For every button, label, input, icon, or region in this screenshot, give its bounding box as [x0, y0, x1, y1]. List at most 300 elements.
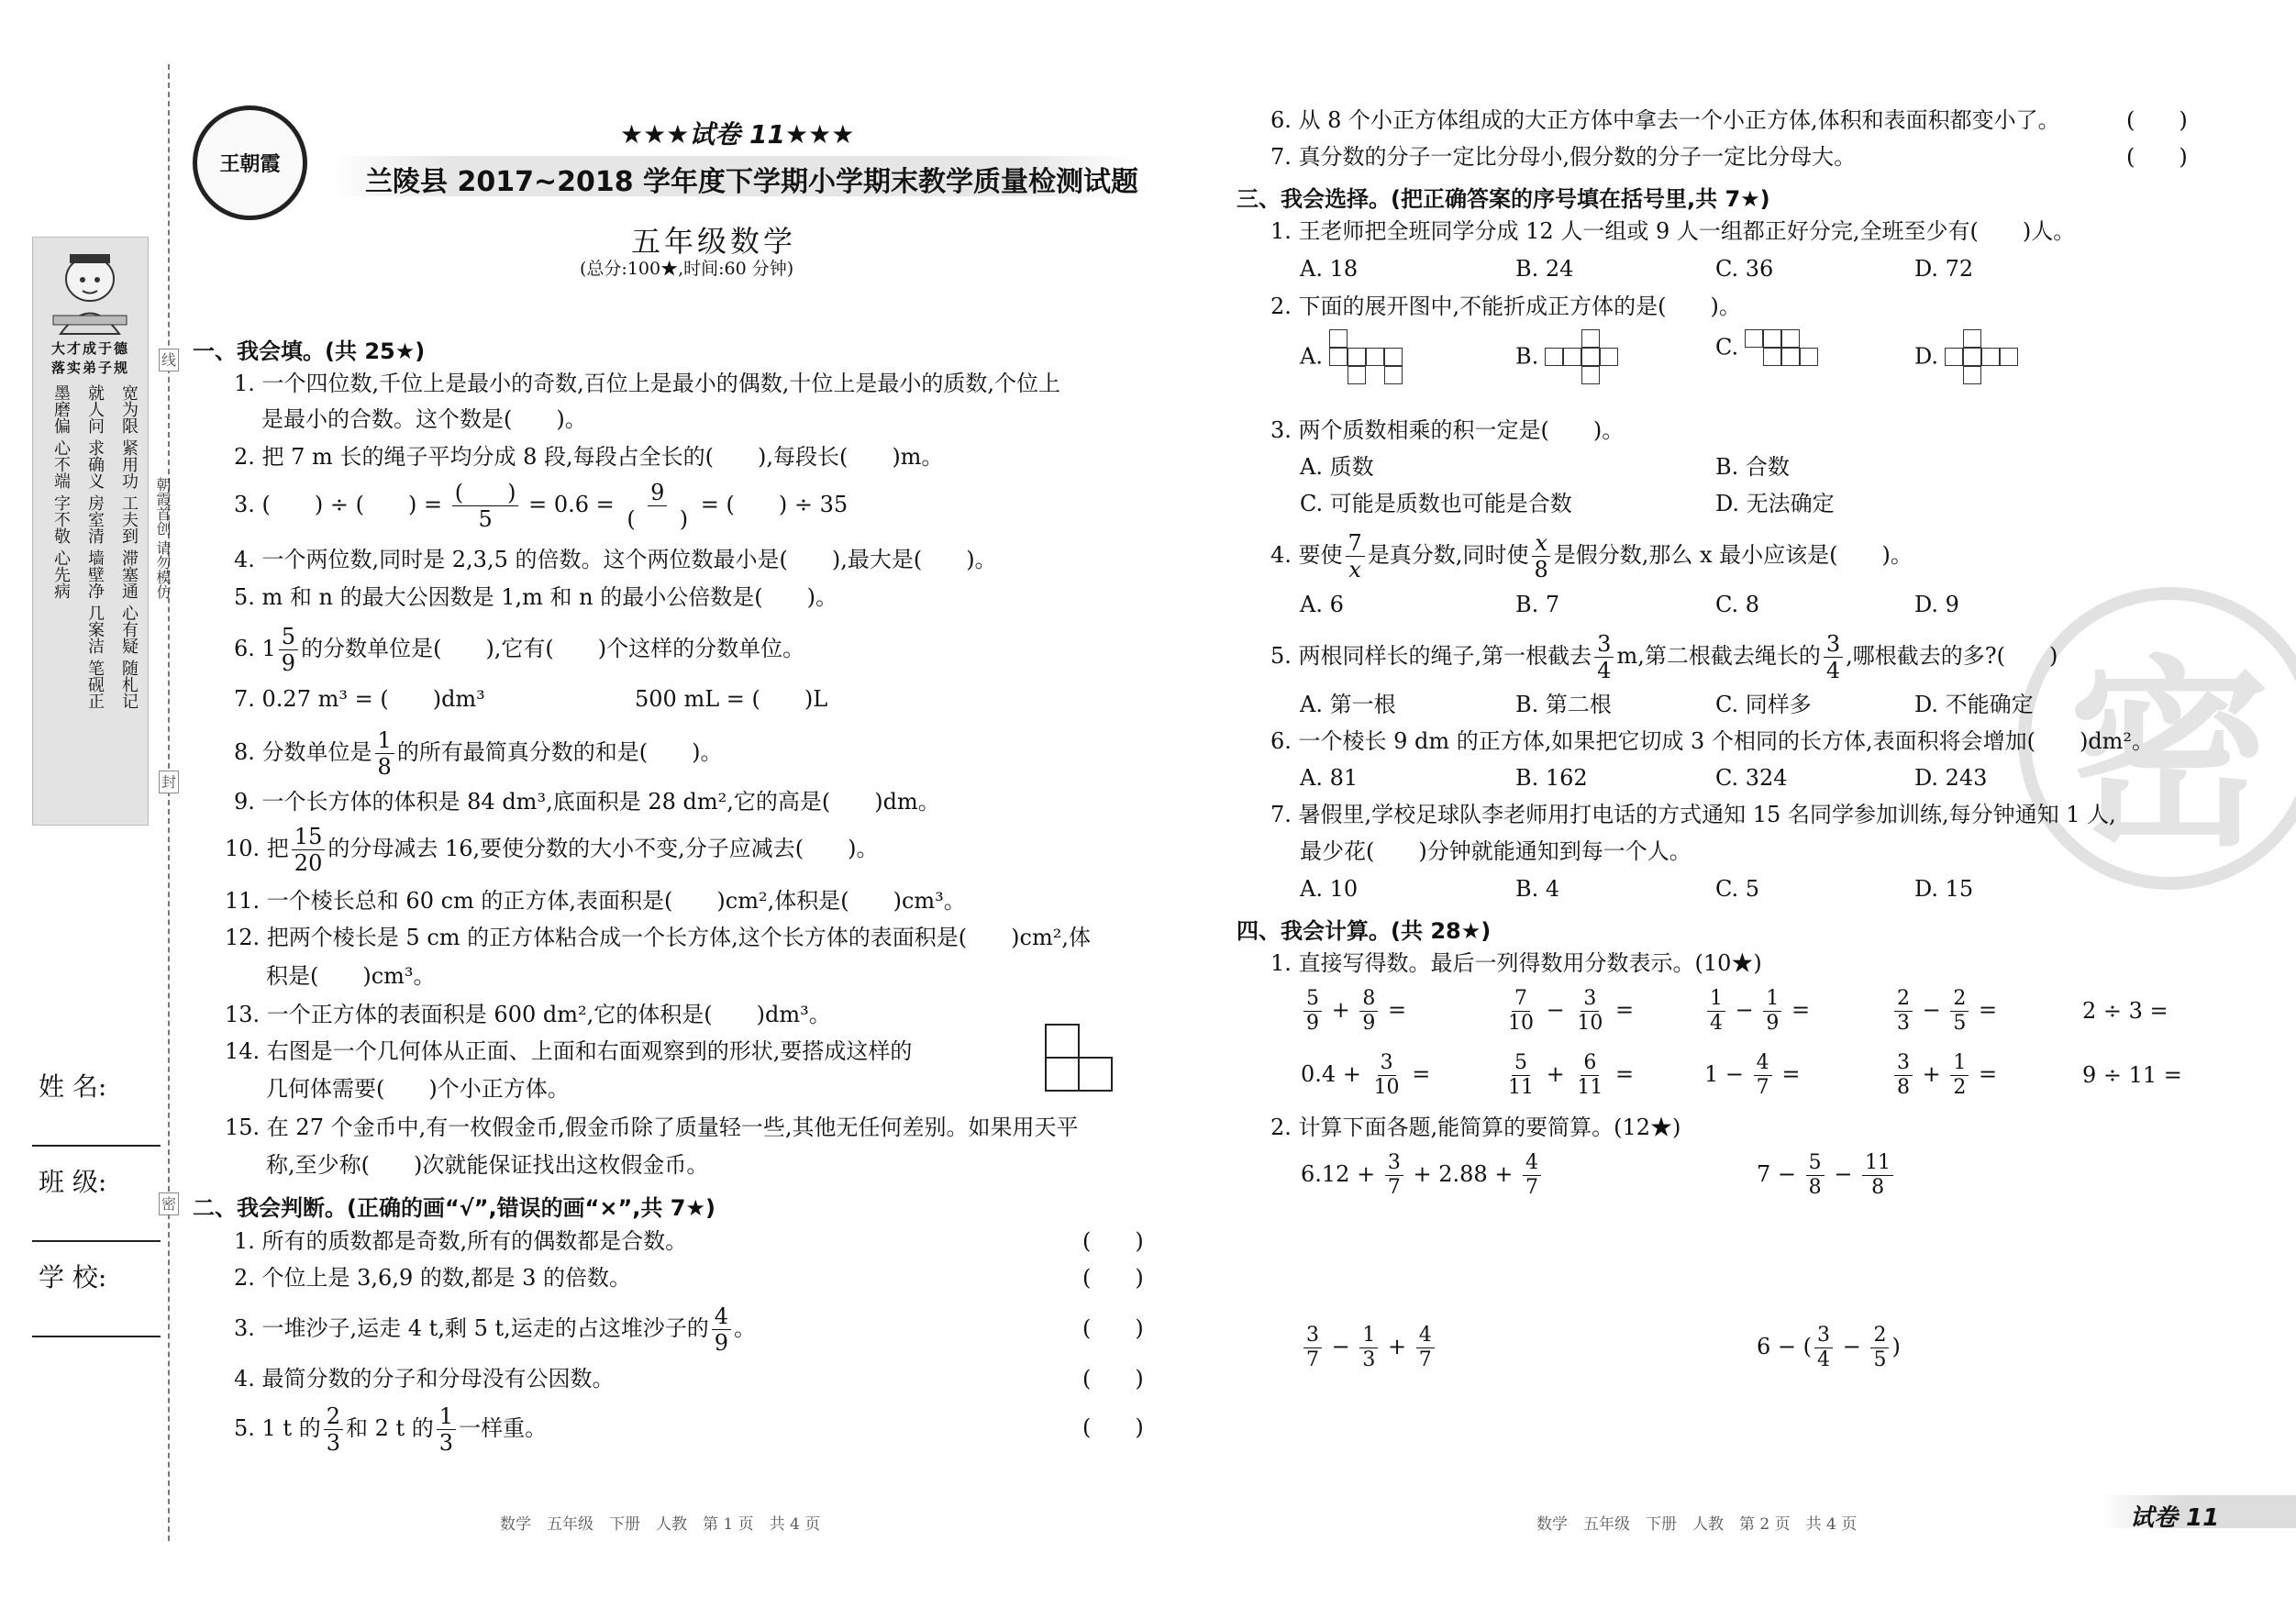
- q3-pre: 3. 一堆沙子,运走 4 t,剩 5 t,运走的占这堆沙子的: [234, 1315, 709, 1341]
- opt-label: A.: [1300, 343, 1323, 370]
- answer-paren[interactable]: ( ): [1082, 1315, 1144, 1341]
- name-label: 姓 名:: [39, 1071, 107, 1102]
- fraction: [1806, 1153, 1825, 1198]
- fraction: [1814, 1325, 1833, 1370]
- answer-paren[interactable]: ( ): [2126, 144, 2188, 170]
- section-4-heading: 四、我会计算。(共 28★): [1237, 918, 1492, 944]
- op: −: [1834, 1161, 1853, 1187]
- op: −: [1842, 1334, 1861, 1359]
- s3-q4-opt-d[interactable]: D. 9: [1914, 592, 1959, 617]
- op: =: [1979, 1061, 1998, 1087]
- class-field-line[interactable]: [32, 1240, 161, 1242]
- q5-mid: m,第二根截去绳长的: [1616, 643, 1821, 669]
- fraction: [1371, 1053, 1403, 1098]
- s3-q6-opt-b[interactable]: B. 162: [1515, 765, 1588, 791]
- exam-meta: (总分:100★,时间:60 分钟): [580, 259, 794, 279]
- s3-q7-opt-c[interactable]: C. 5: [1715, 876, 1760, 902]
- fraction: [712, 1305, 731, 1354]
- denominator: 4: [1817, 1348, 1831, 1371]
- s3-q7-line1: 7. 暑假里,学校足球队李老师用打电话的方式通知 15 名同学参加训练,每分钟通知 1 人,: [1270, 802, 2116, 827]
- denominator: 4: [1825, 658, 1841, 683]
- s3-q7-opt-d[interactable]: D. 15: [1914, 876, 1974, 902]
- s1-q2: 2. 把 7 m 长的绳子平均分成 8 段,每段占全长的( ),每段长( )m。: [234, 444, 944, 470]
- numerator: 5: [1303, 989, 1322, 1012]
- calc-r1-5: 2 ÷ 3 =: [2082, 998, 2168, 1024]
- simplify-2: [1757, 1153, 1896, 1198]
- rule-cell: 心有疑: [119, 604, 139, 654]
- rule-cell: 墙壁净: [85, 549, 105, 599]
- rules-grid: [33, 384, 148, 709]
- numerator: 6: [1581, 1053, 1599, 1076]
- section-3-heading: 三、我会选择。(把正确答案的序号填在括号里,共 7★): [1237, 186, 1770, 212]
- fraction: [624, 482, 691, 530]
- q6-post: 的分数单位是( ),它有( )个这样的分数单位。: [301, 636, 805, 661]
- opt-label: C.: [1715, 334, 1739, 360]
- rule-cell: 字不敬: [51, 494, 71, 544]
- fraction: [1505, 1053, 1536, 1098]
- op: =: [1615, 1061, 1635, 1087]
- numerator: 2: [1950, 989, 1969, 1012]
- s3-q1-opt-d[interactable]: D. 72: [1914, 256, 1974, 282]
- numerator: 3: [1814, 1325, 1833, 1348]
- s1-q1-line1: 1. 一个四位数,千位上是最小的奇数,百位上是最小的偶数,十位上是最小的质数,个位上: [234, 371, 1061, 396]
- fraction: [1894, 1053, 1913, 1098]
- numerator: 8: [1359, 989, 1378, 1012]
- motto-1: 大才成于德: [50, 340, 129, 357]
- fraction: [437, 1405, 456, 1454]
- denominator: 9: [281, 650, 296, 676]
- s3-q1: 1. 王老师把全班同学分成 12 人一组或 9 人一组都正好分完,全班至少有( )人。: [1270, 218, 2076, 244]
- s3-q1-opt-a[interactable]: A. 18: [1300, 256, 1359, 282]
- s1-q15-line1: 15. 在 27 个金币中,有一枚假金币,假金币除了质量轻一些,其他无任何差别。如果用天平: [225, 1115, 1079, 1140]
- fraction: [1574, 1053, 1605, 1098]
- numerator: x: [1532, 532, 1550, 557]
- seal-mark-3: 密: [159, 1192, 179, 1215]
- s1-q10: [225, 826, 879, 874]
- numerator: 2: [324, 1405, 343, 1430]
- s1-q14-line2: 几何体需要( )个小正方体。: [266, 1076, 570, 1102]
- fraction: [1505, 989, 1536, 1034]
- denominator: 4: [1710, 1012, 1723, 1035]
- numerator: 3: [1594, 633, 1614, 658]
- q5-post: ,哪根截去的多?( ): [1846, 643, 2058, 669]
- s3-q5-opt-c[interactable]: C. 同样多: [1715, 692, 1812, 717]
- view-diagram: [1044, 1023, 1117, 1100]
- op: +: [1546, 1061, 1565, 1087]
- op: =: [1412, 1061, 1431, 1087]
- denominator: 7: [1756, 1076, 1769, 1099]
- fraction: [1894, 989, 1913, 1034]
- s3-q1-opt-c[interactable]: C. 36: [1715, 256, 1774, 282]
- q3-mid: = 0.6 =: [528, 492, 615, 517]
- numerator: 2: [1894, 989, 1913, 1012]
- calc-r1-2: [1503, 989, 1634, 1034]
- rule-cell: 紧用功: [119, 439, 139, 489]
- numerator: 1: [1763, 989, 1781, 1012]
- operand: 2.88: [1438, 1161, 1488, 1187]
- denominator: 11: [1508, 1076, 1534, 1099]
- calc-r2-2: [1503, 1053, 1634, 1098]
- s3-q6: 6. 一个棱长 9 dm 的正方体,如果把它切成 3 个相同的长方体,表面积将会增加( )dm²。: [1270, 728, 2155, 754]
- denominator: x: [1348, 557, 1361, 582]
- publisher-logo: [193, 105, 307, 220]
- s3-q2-opt-c[interactable]: [1715, 330, 1819, 367]
- denominator: 3: [1897, 1012, 1910, 1035]
- numerator: 3: [1824, 633, 1843, 658]
- q6-pre: 6. 1: [234, 636, 276, 661]
- numerator: 4: [712, 1305, 731, 1330]
- operand: 6: [1757, 1334, 1771, 1359]
- numerator: 1: [1707, 989, 1725, 1012]
- seal-mark-2: 封: [159, 771, 179, 793]
- s3-q6-opt-d[interactable]: D. 243: [1914, 765, 1988, 791]
- s2-q5: [234, 1405, 547, 1454]
- s1-q1-line2: 是最小的合数。这个数是( )。: [261, 406, 587, 432]
- denominator: 20: [294, 850, 323, 876]
- fraction: [1523, 1153, 1541, 1198]
- s2-q2: 2. 个位上是 3,6,9 的数,都是 3 的倍数。: [234, 1265, 632, 1291]
- cube-net-a: [1330, 330, 1403, 385]
- fraction: [1594, 633, 1614, 682]
- denominator: 3: [438, 1430, 454, 1456]
- numerator: ( ): [452, 482, 519, 506]
- calc-r1-3: [1704, 989, 1810, 1034]
- operand: 1: [1704, 1061, 1719, 1087]
- opt-label: B.: [1515, 343, 1539, 370]
- fraction: [1950, 989, 1969, 1034]
- three-view-icon: [1044, 1023, 1117, 1096]
- answer-paren[interactable]: ( ): [1082, 1414, 1144, 1440]
- q5-pre: 5. 1 t 的: [234, 1415, 321, 1441]
- denominator: 11: [1577, 1076, 1603, 1099]
- answer-paren[interactable]: ( ): [2126, 107, 2188, 133]
- rule-cell: 宽为限: [119, 384, 139, 434]
- denominator: 9: [1306, 1012, 1319, 1035]
- s1-q9: 9. 一个长方体的体积是 84 dm³,底面积是 28 dm²,它的高是( )dm。: [234, 789, 940, 815]
- rule-cell: 滞塞通: [119, 549, 139, 599]
- denominator: 8: [1871, 1176, 1885, 1199]
- answer-paren[interactable]: ( ): [1082, 1265, 1144, 1291]
- numerator: 3: [1303, 1325, 1322, 1348]
- op: −: [1777, 1334, 1797, 1359]
- paren-open: (: [1802, 1334, 1813, 1359]
- numerator: 7: [1346, 532, 1365, 557]
- denominator: 7: [1418, 1348, 1432, 1371]
- denominator: 8: [377, 754, 392, 780]
- footer-badge: 试卷 11: [2130, 1504, 2220, 1532]
- fraction: [292, 826, 326, 874]
- operand: 7: [1757, 1161, 1771, 1187]
- s3-q2-opt-d[interactable]: [1914, 330, 2019, 385]
- rule-cell: 墨磨偏: [51, 384, 71, 434]
- numerator: 3: [1581, 989, 1599, 1012]
- denominator: 9: [1362, 1012, 1376, 1035]
- fraction: [1862, 1153, 1893, 1198]
- s3-q4: [1270, 532, 1913, 581]
- s3-q2-opt-a[interactable]: [1300, 330, 1403, 385]
- s1-q14-line1: 14. 右图是一个几何体从正面、上面和右面观察到的形状,要搭成这样的: [225, 1038, 913, 1064]
- numerator: 4: [1754, 1053, 1772, 1076]
- fraction: [375, 729, 394, 778]
- seal-mark-1: 线: [159, 349, 179, 372]
- s2-q7: 7. 真分数的分子一定比分母小,假分数的分子一定比分母大。: [1270, 144, 1857, 170]
- numerator: 2: [1870, 1325, 1889, 1348]
- numerator: 4: [1523, 1153, 1541, 1176]
- q4-mid: 是真分数,同时使: [1367, 542, 1529, 568]
- s1-q5: 5. m 和 n 的最大公因数是 1,m 和 n 的最小公倍数是( )。: [234, 584, 837, 610]
- numerator: 4: [1416, 1325, 1435, 1348]
- s3-q5-opt-d[interactable]: D. 不能确定: [1914, 692, 2034, 717]
- s3-q2-opt-b[interactable]: [1515, 330, 1619, 385]
- operand: 0.4: [1301, 1061, 1337, 1087]
- s3-q5-opt-b[interactable]: B. 第二根: [1515, 692, 1612, 717]
- s3-q2: 2. 下面的展开图中,不能折成正方体的是( )。: [1270, 294, 1741, 319]
- op: +: [1494, 1161, 1514, 1187]
- fraction: [1574, 989, 1605, 1034]
- op: =: [1979, 997, 1998, 1023]
- scholar-illustration: [33, 238, 148, 338]
- fraction: [1707, 989, 1725, 1034]
- logo-text: 王朝霞: [219, 152, 281, 176]
- operand: 6.12: [1301, 1161, 1350, 1187]
- op: +: [1331, 997, 1350, 1023]
- op: +: [1922, 1061, 1941, 1087]
- fraction: [1303, 989, 1322, 1034]
- s2-q6: 6. 从 8 个小正方体组成的大正方体中拿去一个小正方体,体积和表面积都变小了。: [1270, 107, 2060, 133]
- denominator: 8: [1897, 1076, 1910, 1099]
- denominator: 7: [1525, 1176, 1539, 1199]
- denominator: 10: [1373, 1076, 1400, 1099]
- section-2-heading: 二、我会判断。(正确的画“√”,错误的画“×”,共 7★): [193, 1195, 715, 1221]
- op: −: [1546, 997, 1565, 1023]
- name-field-line[interactable]: [32, 1145, 161, 1147]
- s3-q3-opt-c[interactable]: C. 可能是质数也可能是合数: [1300, 491, 1572, 516]
- fraction: [1531, 532, 1550, 581]
- s2-q1: 1. 所有的质数都是奇数,所有的偶数都是合数。: [234, 1228, 688, 1254]
- s1-q7a: 7. 0.27 m³ = ( )dm³: [234, 686, 485, 712]
- denominator: 3: [1362, 1348, 1376, 1371]
- section-1-heading: 一、我会填。(共 25★): [193, 338, 426, 364]
- denominator: 8: [1534, 557, 1548, 582]
- calc-r1-1: [1301, 989, 1406, 1034]
- calc-r2-4: [1891, 1053, 1997, 1098]
- op: =: [1388, 997, 1407, 1023]
- exam-subtitle: 五年级数学: [631, 224, 797, 259]
- binding-line: [168, 64, 170, 1541]
- rule-cell: 求确义: [85, 439, 105, 489]
- fraction: [1416, 1325, 1435, 1370]
- q10-pre: 10. 把: [225, 836, 289, 861]
- s3-q3-opt-b[interactable]: B. 合数: [1715, 454, 1790, 480]
- cube-net-b: [1546, 330, 1619, 385]
- rule-cell: 心不端: [51, 439, 71, 489]
- s3-q3-opt-d[interactable]: D. 无法确定: [1715, 491, 1835, 516]
- rule-cell: 工夫到: [119, 494, 139, 544]
- op: +: [1413, 1161, 1432, 1187]
- op: −: [1777, 1161, 1797, 1187]
- fraction: [324, 1405, 343, 1454]
- denominator: 7: [1387, 1176, 1401, 1199]
- s4-part2: 2. 计算下面各题,能简算的要简算。(12★): [1270, 1115, 1681, 1140]
- q5-pre: 5. 两根同样长的绳子,第一根截去: [1270, 643, 1592, 669]
- op: +: [1388, 1334, 1407, 1359]
- numerator: 1: [375, 729, 394, 754]
- calc-r2-1: [1301, 1053, 1430, 1098]
- simplify-1: [1301, 1153, 1544, 1198]
- school-field-line[interactable]: [32, 1336, 161, 1337]
- s1-q8: [234, 729, 723, 778]
- rule-cell: [40, 660, 72, 709]
- s3-q7-line2: 最少花( )分钟就能通知到每一个人。: [1300, 838, 1691, 864]
- s3-q5: [1270, 633, 2058, 682]
- op: =: [1615, 997, 1635, 1023]
- s1-q7b: 500 mL = ( )L: [635, 686, 828, 712]
- fraction: [1303, 1325, 1322, 1370]
- s3-q3-opt-a[interactable]: A. 质数: [1300, 454, 1374, 480]
- denominator: 9: [1766, 1012, 1780, 1035]
- op: −: [1735, 997, 1754, 1023]
- simplify-4: [1757, 1325, 1901, 1370]
- denominator: 8: [1808, 1176, 1822, 1199]
- numerator: 3: [1378, 1053, 1396, 1076]
- s3-q6-opt-c[interactable]: C. 324: [1715, 765, 1788, 791]
- q5-mid: 和 2 t 的: [345, 1415, 434, 1441]
- q5-post: 一样重。: [459, 1415, 548, 1441]
- answer-paren[interactable]: ( ): [1082, 1366, 1144, 1392]
- s4-part1: 1. 直接写得数。最后一列得数用分数表示。(10★): [1270, 950, 1762, 976]
- q8-post: 的所有最简真分数的和是( )。: [396, 739, 723, 765]
- q8-pre: 8. 分数单位是: [234, 739, 372, 765]
- numerator: 9: [648, 482, 667, 506]
- rule-cell: 几案洁: [85, 604, 105, 654]
- rule-cell: 就人问: [85, 384, 105, 434]
- op: =: [1791, 997, 1811, 1023]
- s1-q13: 13. 一个正方体的表面积是 600 dm²,它的体积是( )dm³。: [225, 1002, 831, 1027]
- denominator: ( ): [627, 506, 689, 532]
- denominator: 4: [1597, 658, 1612, 683]
- watermark-text: 密: [2068, 638, 2270, 873]
- q3-post: 。: [734, 1315, 757, 1341]
- s2-q4: 4. 最简分数的分子和分母没有公因数。: [234, 1366, 615, 1392]
- simplify-3: [1301, 1325, 1437, 1370]
- rule-cell: 随札记: [119, 660, 139, 709]
- exam-badge: ★★★试卷 11★★★: [620, 119, 855, 150]
- q3-pre: 3. ( ) ÷ ( ) =: [234, 492, 443, 517]
- s3-q7-opt-b[interactable]: B. 4: [1515, 876, 1560, 902]
- rule-cell: 笔砚正: [85, 660, 105, 709]
- s3-q4-opt-a[interactable]: A. 6: [1300, 592, 1344, 617]
- footer-left: 数学 五年级 下册 人教 第 1 页 共 4 页: [500, 1515, 821, 1534]
- s3-q1-opt-b[interactable]: B. 24: [1515, 256, 1574, 282]
- numerator: 5: [279, 626, 298, 650]
- fraction: [1754, 1053, 1772, 1098]
- denominator: 10: [1577, 1012, 1603, 1035]
- s1-q15-line2: 称,至少称( )次就能保证找出这枚假金币。: [266, 1152, 709, 1178]
- paren-close: ): [1891, 1334, 1901, 1359]
- s3-q7-opt-a[interactable]: A. 10: [1300, 876, 1359, 902]
- numerator: 7: [1512, 989, 1530, 1012]
- op: −: [1331, 1334, 1350, 1359]
- answer-paren[interactable]: ( ): [1082, 1228, 1144, 1254]
- rule-cell: 房室清: [85, 494, 105, 544]
- opt-label: D.: [1914, 343, 1939, 370]
- numerator: 5: [1512, 1053, 1530, 1076]
- fraction: [1346, 532, 1365, 581]
- denominator: 7: [1306, 1348, 1319, 1371]
- numerator: 3: [1894, 1053, 1913, 1076]
- s2-q3: [234, 1305, 756, 1354]
- q4-pre: 4. 要使: [1270, 542, 1343, 568]
- q3-post: = ( ) ÷ 35: [700, 492, 849, 517]
- numerator: 11: [1862, 1153, 1893, 1176]
- denominator: 5: [478, 506, 493, 532]
- cube-net-c: [1746, 330, 1819, 367]
- s1-q4: 4. 一个两位数,同时是 2,3,5 的倍数。这个两位数最小是( ),最大是( )。: [234, 547, 997, 572]
- exam-title: 兰陵县 2017~2018 学年度下学期小学期末教学质量检测试题: [365, 166, 1139, 198]
- motto-2: 落实弟子规: [50, 360, 129, 376]
- fraction: [1359, 989, 1378, 1034]
- rule-cell: 心先病: [51, 549, 71, 599]
- denominator: 3: [326, 1430, 340, 1456]
- s1-q12-line1: 12. 把两个棱长是 5 cm 的正方体粘合成一个长方体,这个长方体的表面积是( )cm²,体: [225, 925, 1091, 950]
- s3-q5-opt-a[interactable]: A. 第一根: [1300, 692, 1396, 717]
- s3-q3: 3. 两个质数相乘的积一定是( )。: [1270, 417, 1625, 443]
- fraction: [452, 482, 519, 530]
- numerator: 1: [437, 1405, 456, 1430]
- school-label: 学 校:: [39, 1262, 107, 1292]
- numerator: 15: [292, 826, 326, 850]
- s3-q6-opt-a[interactable]: A. 81: [1300, 765, 1359, 791]
- denominator: 2: [1953, 1076, 1967, 1099]
- copyright-vertical: 朝霞首创 请勿模仿: [154, 477, 172, 600]
- calc-r1-4: [1891, 989, 1997, 1034]
- fraction: [1359, 1325, 1378, 1370]
- s3-q4-opt-c[interactable]: C. 8: [1715, 592, 1760, 617]
- numerator: 1: [1950, 1053, 1969, 1076]
- class-label: 班 级:: [39, 1167, 107, 1197]
- fraction: [1385, 1153, 1403, 1198]
- numerator: 3: [1385, 1153, 1403, 1176]
- cube-net-d: [1946, 330, 2019, 385]
- fraction: [1950, 1053, 1969, 1098]
- numerator: 5: [1806, 1153, 1825, 1176]
- s1-q3: [234, 482, 848, 530]
- rule-cell: [40, 604, 72, 654]
- op: =: [1781, 1061, 1801, 1087]
- numerator: 1: [1359, 1325, 1378, 1348]
- s1-q12-line2: 积是( )cm³。: [266, 963, 436, 989]
- fraction: [279, 626, 298, 674]
- denominator: 10: [1508, 1012, 1534, 1035]
- denominator: 5: [1873, 1348, 1887, 1371]
- s1-q6: [234, 626, 804, 674]
- calc-r2-5: 9 ÷ 11 =: [2082, 1062, 2182, 1088]
- s1-q11: 11. 一个棱长总和 60 cm 的正方体,表面积是( )cm²,体积是( )cm³。: [225, 888, 966, 914]
- op: +: [1342, 1061, 1361, 1087]
- q4-post: 是假分数,那么 x 最小应该是( )。: [1553, 542, 1913, 568]
- fraction: [1870, 1325, 1889, 1370]
- fraction: [1824, 633, 1843, 682]
- motto-panel: [32, 237, 149, 826]
- calc-r2-3: [1704, 1053, 1800, 1098]
- op: −: [1922, 997, 1941, 1023]
- op: −: [1725, 1061, 1745, 1087]
- footer-right: 数学 五年级 下册 人教 第 2 页 共 4 页: [1536, 1515, 1858, 1534]
- denominator: 5: [1953, 1012, 1967, 1035]
- denominator: 9: [714, 1330, 729, 1356]
- s3-q4-opt-b[interactable]: B. 7: [1515, 592, 1560, 617]
- op: +: [1357, 1161, 1376, 1187]
